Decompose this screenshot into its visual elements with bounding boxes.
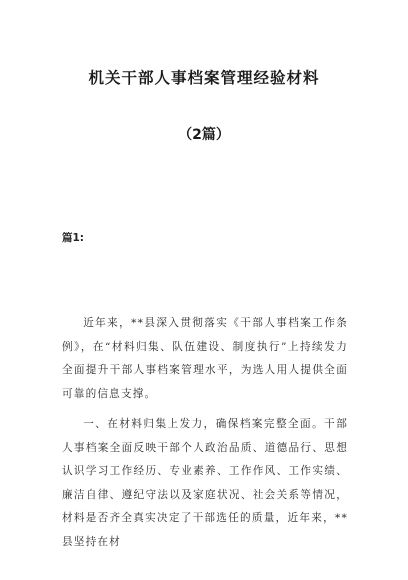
paragraph-intro: 近年来，**县深入贯彻落实《干部人事档案工作条例》，在“材料归集、队伍建设、制度执行”上持续发力全面提升干部人事档案管理水平，为选人用人提供全面可靠的信息支撑。 [62, 317, 348, 400]
section-label: 篇1: [62, 232, 85, 244]
document-title: 机关干部人事档案管理经验材料 [88, 69, 320, 87]
document-subtitle: （2篇） [178, 127, 230, 143]
paragraph-section-one: 一、在材料归集上发力，确保档案完整全面。干部人事档案全面反映干部个人政治品质、道德品行、思想认识学习工作经历、专业素养、工作作风、工作实绩、廉洁自律、遵纪守法以及家庭状况、社会关系等情况，材料是否齐全真实决定了干部选任的质量，近年来，**县坚持在材 [62, 418, 348, 548]
